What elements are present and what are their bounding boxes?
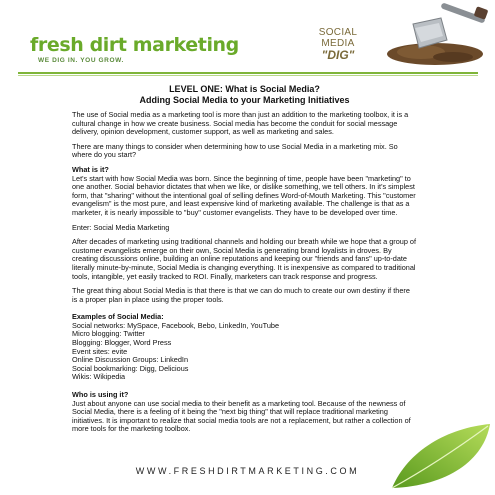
badge-line-social: SOCIAL (318, 27, 358, 38)
who-is-using-heading: Who is using it? (72, 390, 129, 400)
what-is-it-heading: What is it? (72, 164, 109, 174)
list-item: Blogging: Blogger, Word Press (72, 338, 172, 348)
badge-line-dig: "DIG" (321, 48, 355, 62)
header-rule-light (18, 75, 478, 76)
list-item: Wikis: Wikipedia (72, 372, 126, 382)
examples-heading: Examples of Social Media: (72, 312, 164, 322)
logo-tagline: WE DIG IN. YOU GROW. (38, 57, 124, 64)
list-item: Social bookmarking: Digg, Delicious (72, 363, 189, 373)
page-title: LEVEL ONE: What is Social Media? Adding Social Media to your Marketing Initiatives (139, 84, 350, 105)
what-is-it-paragraph: Let's start with how Social Media was born. Since the beginning of time, people have been "marketing" to one another. Social behavior dictates that when we like, or dislike something, we tell others. In it's simplest form, that "sharing" without the intentional goal of selling defines Word-of-Mouth Marketing. This "customer evangelism" is the most pure, and least expensive kind of marketing available. The challenge is that as a marketer, it is nearly impossible to "buy" customer evangelists. They have to be developed over time. (72, 173, 416, 217)
shovel-icon (385, 2, 490, 68)
footer-website-url[interactable]: WWW.FRESHDIRTMARKETING.COM (135, 466, 360, 476)
intro-paragraph-1: The use of Social media as a marketing tool is more than just an addition to the marketing toolbox, it is a cultural change in how we create business. Social media has become the conduit for social message delivery, opinion development, customer support, as well as marketing and sales. (72, 110, 409, 137)
logo-text-fresh-dirt: fresh dirt (30, 34, 127, 56)
list-item: Event sites: evite (72, 346, 128, 356)
social-media-dig-badge (308, 27, 368, 62)
article-body (72, 84, 417, 440)
badge-line-media: MEDIA (321, 38, 355, 49)
enter-social-media-line: Enter: Social Media Marketing (72, 222, 170, 232)
page-header (0, 0, 495, 70)
header-rule (18, 72, 478, 74)
after-decades-paragraph: After decades of marketing using traditional channels and holding our breath while we hope that a group of customer evangelists emerge on their own, Social Media is generating brand loyalists in droves. By creating discussions online, building an online reputations and keeping our "friends and fans" up-to-date literally minute-by-minute, Social Media is changing everything. It is inexpensive as compared to traditional tools, intangible, yet easily tracked to ROI. Finally, marketers can track response and progress. (72, 237, 416, 281)
list-item: Micro blogging: Twitter (72, 329, 145, 339)
logo-text-marketing: marketing (126, 34, 239, 56)
leaf-icon (388, 420, 493, 492)
list-item: Online Discussion Groups: LinkedIn (72, 355, 188, 365)
intro-paragraph-2: There are many things to consider when determining how to use Social Media in a marketing mix. So where do you start? (72, 141, 398, 160)
list-item: Social networks: MySpace, Facebook, Bebo, LinkedIn, YouTube (72, 320, 280, 330)
company-logo (30, 34, 239, 64)
who-is-using-paragraph: Just about anyone can use social media to their benefit as a marketing tool. Because of the newness of Social Media, there is a feeling of it being the "next big thing" that will replace traditional marketing initiatives. It is important to realize that social media tools are not a replacement, but rather a collection of more tools for the marketing toolbox. (72, 398, 411, 434)
great-thing-paragraph: The great thing about Social Media is that there is that we can do much to create our own destiny if there is a proper plan in place using the proper tools. (72, 286, 410, 304)
examples-list (72, 322, 417, 382)
